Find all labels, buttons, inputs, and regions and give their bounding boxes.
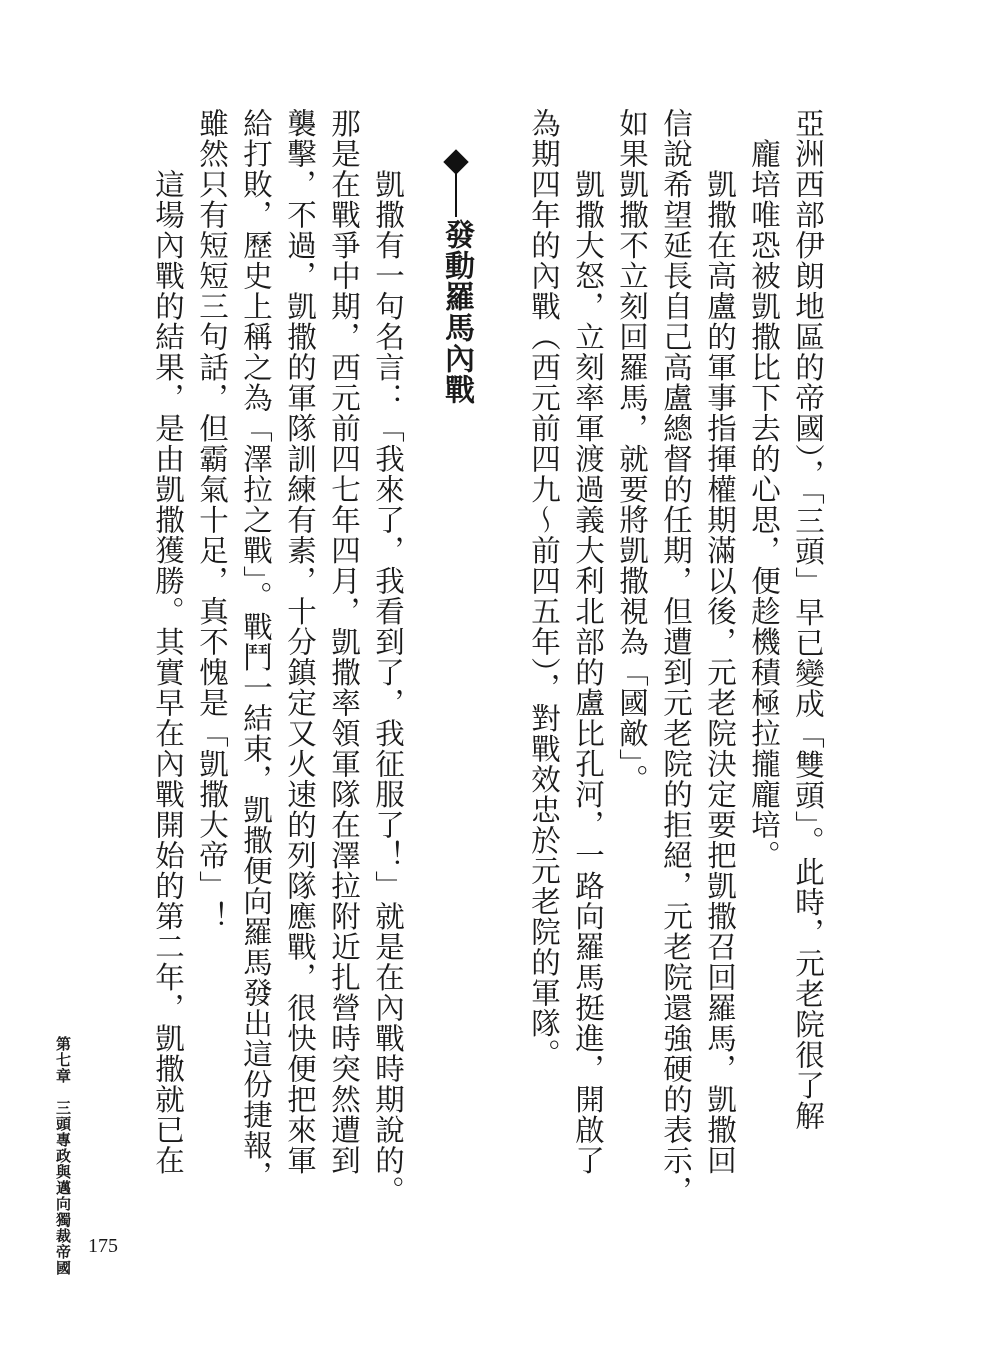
text-column-3: 凱撒在高盧的軍事指揮權期滿以後，元老院決定要把凱撒召回羅馬，凱撒回 bbox=[703, 108, 737, 1176]
page-number: 175 bbox=[88, 1235, 118, 1257]
text-column-7: 為期四年的內戰（西元前四九～前四五年），對戰效忠於元老院的軍隊。 bbox=[527, 108, 561, 1070]
text-column-9: 那是在戰爭中期，西元前四七年四月，凱撒率領軍隊在澤拉附近扎營時突然遭到 bbox=[327, 108, 361, 1176]
text-column-1: 亞洲西部伊朗地區的帝國），「三頭」早已變成「雙頭」。此時，元老院很了解 bbox=[791, 108, 825, 1132]
text-column-12: 雖然只有短短三句話，但霸氣十足，真不愧是「凱撒大帝」！ bbox=[195, 108, 229, 932]
text-column-2: 龐培唯恐被凱撒比下去的心思，便趁機積極拉攏龐培。 bbox=[747, 108, 781, 871]
chapter-label: 第七章 bbox=[54, 1036, 72, 1084]
section-heading bbox=[438, 145, 474, 405]
text-column-6: 凱撒大怒，立刻率軍渡過義大利北部的盧比孔河，一路向羅馬挺進，開啟了 bbox=[571, 108, 605, 1176]
running-head bbox=[50, 1036, 74, 1276]
text-column-10: 襲擊，不過，凱撒的軍隊訓練有素，十分鎮定又火速的列隊應戰，很快便把來軍 bbox=[283, 108, 317, 1176]
chapter-title: 三頭專政與邁向獨裁帝國 bbox=[54, 1100, 72, 1276]
text-column-11: 給打敗，歷史上稱之為「澤拉之戰」。戰鬥一結束，凱撒便向羅馬發出這份捷報， bbox=[239, 108, 273, 1192]
text-column-5: 如果凱撒不立刻回羅馬，就要將凱撒視為「國敵」。 bbox=[615, 108, 649, 795]
heading-rule bbox=[455, 171, 457, 217]
text-column-13: 這場內戰的結果，是由凱撒獲勝。其實早在內戰開始的第二年，凱撒就已在 bbox=[151, 108, 185, 1176]
section-heading-text: 發動羅馬內戰 bbox=[439, 219, 474, 405]
text-column-8: 凱撒有一句名言：「我來了，我看到了，我征服了！」就是在內戰時期說的。 bbox=[371, 108, 405, 1206]
text-column-4: 信說希望延長自己高盧總督的任期，但遭到元老院的拒絕，元老院還強硬的表示， bbox=[659, 108, 693, 1206]
